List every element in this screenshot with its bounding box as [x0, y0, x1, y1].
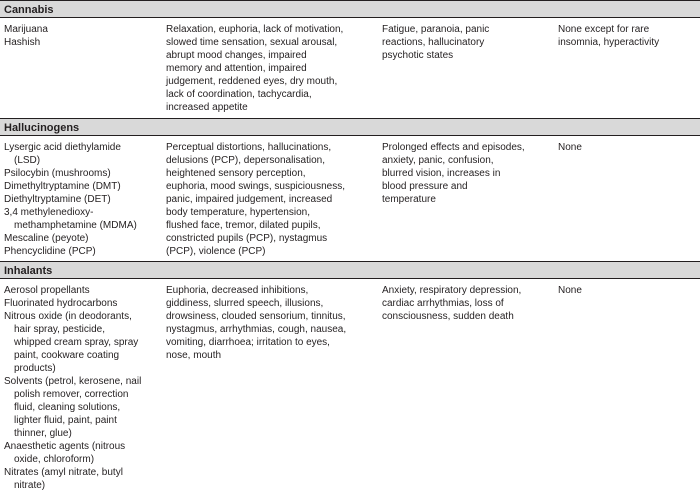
- drug-name: products): [14, 363, 56, 374]
- drug-name: Anaesthetic agents (nitrous: [4, 441, 126, 452]
- effects-line: judgement, reddened eyes, dry mouth,: [166, 76, 338, 87]
- adverse-effects-cell: [378, 18, 554, 118]
- withdrawal-cell: [554, 279, 700, 499]
- withdrawal-cell: [554, 136, 700, 261]
- effects-line: flushed face, tremor, dilated pupils,: [166, 220, 321, 231]
- effects-line: memory and attention, impaired: [166, 63, 307, 74]
- drug-name: fluid, cleaning solutions,: [14, 402, 121, 413]
- effects-line: panic, impaired judgement, increased: [166, 194, 333, 205]
- effects-cell: [162, 18, 378, 118]
- effects-line: Euphoria, decreased inhibitions,: [166, 285, 309, 296]
- drug-name: Dimethyltryptamine (DMT): [4, 181, 121, 192]
- adverse-line: anxiety, panic, confusion,: [382, 155, 494, 166]
- withdrawal-cell: [554, 18, 700, 118]
- effects-line: Relaxation, euphoria, lack of motivation,: [166, 24, 344, 35]
- withdrawal-line: None except for rare: [558, 24, 650, 35]
- effects-cell: [162, 136, 378, 261]
- drug-name: nitrate): [14, 480, 46, 491]
- drug-names-cell: [0, 18, 162, 118]
- drug-name: Lysergic acid diethylamide: [4, 142, 121, 153]
- effects-line: increased appetite: [166, 102, 248, 113]
- drug-name: lighter fluid, paint, paint: [14, 415, 117, 426]
- effects-line: heightened sensory perception,: [166, 168, 306, 179]
- drug-name: Marijuana: [4, 24, 48, 35]
- effects-line: drowsiness, clouded sensorium, tinnitus,: [166, 311, 346, 322]
- effects-line: giddiness, slurred speech, illusions,: [166, 298, 324, 309]
- section-header-cannabis: Cannabis: [0, 0, 700, 18]
- effects-line: slowed time sensation, sexual arousal,: [166, 37, 338, 48]
- effects-line: (PCP), violence (PCP): [166, 246, 266, 257]
- drug-name: Psilocybin (mushrooms): [4, 168, 111, 179]
- effects-line: nystagmus, arrhythmias, cough, nausea,: [166, 324, 347, 335]
- adverse-line: consciousness, sudden death: [382, 311, 514, 322]
- section-header-inhalants: Inhalants: [0, 261, 700, 279]
- drug-name: (LSD): [14, 155, 41, 166]
- withdrawal-line: insomnia, hyperactivity: [558, 37, 660, 48]
- drug-name: whipped cream spray, spray: [14, 337, 139, 348]
- adverse-line: psychotic states: [382, 50, 454, 61]
- effects-line: lack of coordination, tachycardia,: [166, 89, 312, 100]
- drug-name: Phencyclidine (PCP): [4, 246, 96, 257]
- drug-name: Nitrous oxide (in deodorants,: [4, 311, 132, 322]
- drug-name: hair spray, pesticide,: [14, 324, 105, 335]
- effects-line: abrupt mood changes, impaired: [166, 50, 307, 61]
- drug-name: Mescaline (peyote): [4, 233, 89, 244]
- table-row-hallucinogens: [0, 136, 700, 261]
- drug-name: Solvents (petrol, kerosene, nail: [4, 376, 142, 387]
- effects-line: constricted pupils (PCP), nystagmus: [166, 233, 328, 244]
- adverse-line: Anxiety, respiratory depression,: [382, 285, 522, 296]
- drug-name: Nitrates (amyl nitrate, butyl: [4, 467, 123, 478]
- withdrawal-line: None: [558, 285, 582, 296]
- effects-line: delusions (PCP), depersonalisation,: [166, 155, 325, 166]
- drug-name: 3,4 methylenedioxy-: [4, 207, 94, 218]
- effects-line: nose, mouth: [166, 350, 222, 361]
- drug-names-cell: [0, 136, 162, 261]
- drug-name: Aerosol propellants: [4, 285, 90, 296]
- drug-name: polish remover, correction: [14, 389, 129, 400]
- drug-name: methamphetamine (MDMA): [14, 220, 137, 231]
- withdrawal-line: None: [558, 142, 582, 153]
- effects-cell: [162, 279, 378, 499]
- effects-line: Perceptual distortions, hallucinations,: [166, 142, 332, 153]
- drug-names-cell: [0, 279, 162, 499]
- table-row-cannabis: [0, 18, 700, 118]
- drug-name: thinner, glue): [14, 428, 72, 439]
- section-header-hallucinogens: Hallucinogens: [0, 118, 700, 136]
- drug-name: Fluorinated hydrocarbons: [4, 298, 118, 309]
- adverse-line: reactions, hallucinatory: [382, 37, 485, 48]
- effects-line: body temperature, hypertension,: [166, 207, 310, 218]
- adverse-effects-cell: [378, 136, 554, 261]
- effects-line: vomiting, diarrhoea; irritation to eyes,: [166, 337, 330, 348]
- adverse-line: blood pressure and: [382, 181, 468, 192]
- drug-name: oxide, chloroform): [14, 454, 95, 465]
- adverse-line: cardiac arrhythmias, loss of: [382, 298, 504, 309]
- adverse-line: Prolonged effects and episodes,: [382, 142, 525, 153]
- effects-line: euphoria, mood swings, suspiciousness,: [166, 181, 345, 192]
- table-row-inhalants: [0, 279, 700, 499]
- adverse-line: temperature: [382, 194, 436, 205]
- adverse-effects-cell: [378, 279, 554, 499]
- drug-name: Diethyltryptamine (DET): [4, 194, 111, 205]
- adverse-line: blurred vision, increases in: [382, 168, 501, 179]
- drug-name: paint, cookware coating: [14, 350, 120, 361]
- drug-name: Hashish: [4, 37, 41, 48]
- adverse-line: Fatigue, paranoia, panic: [382, 24, 490, 35]
